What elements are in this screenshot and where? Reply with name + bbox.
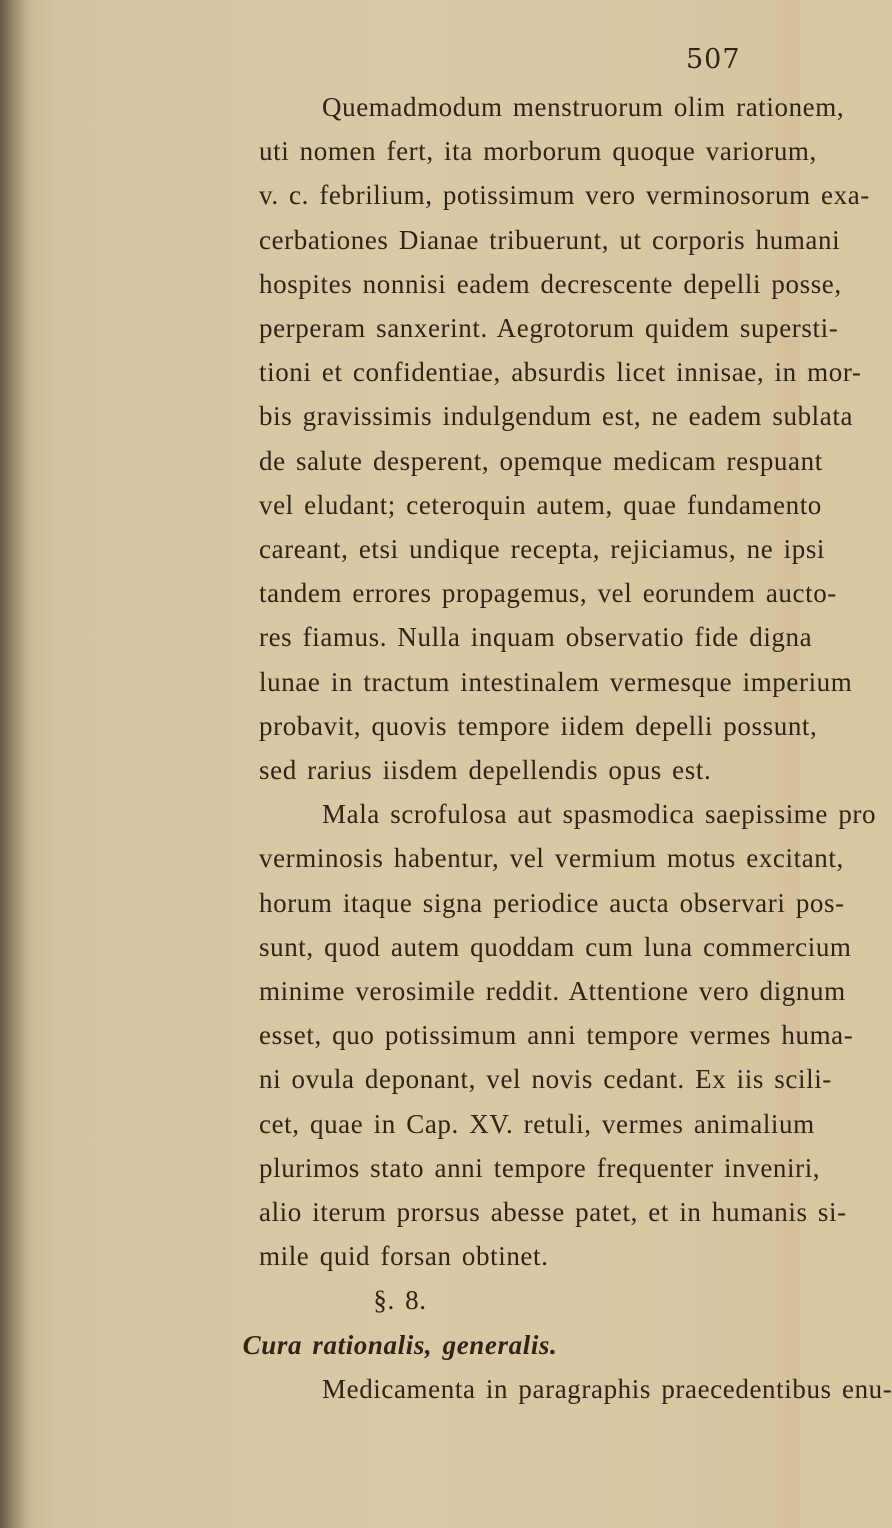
section-title: Cura rationalis, generalis. xyxy=(242,1329,558,1360)
text-line: Quemadmodum menstruorum olim rationem, xyxy=(322,92,845,122)
text-line: verminosis habentur, vel vermium motus excitant, xyxy=(259,843,844,874)
text-line: esset, quo potissimum anni tempore vermes huma- xyxy=(259,1020,854,1051)
text-line: horum itaque signa periodice aucta observari pos- xyxy=(259,887,845,918)
text-line: sunt, quod autem quoddam cum luna commercium xyxy=(259,931,852,962)
text-line: tandem errores propagemus, vel eorundem aucto- xyxy=(259,578,837,609)
page-number: 507 xyxy=(686,44,741,75)
text-line: de salute desperent, opemque medicam respuant xyxy=(259,445,823,476)
text-line: sed rarius iisdem depellendis opus est. xyxy=(259,755,712,785)
section-marker: §. 8. xyxy=(373,1285,427,1316)
text-line: cet, quae in Cap. XV. retuli, vermes animalium xyxy=(259,1108,815,1139)
text-line: tioni et confidentiae, absurdis licet innisae, in mor- xyxy=(259,357,862,388)
text-line: res fiamus. Nulla inquam observatio fide digna xyxy=(259,622,813,653)
text-line: perperam sanxerint. Aegrotorum quidem supersti- xyxy=(259,313,839,343)
text-line: Medicamenta in paragraphis praecedentibus enu- xyxy=(322,1373,892,1404)
text-line: plurimos stato anni tempore frequenter inveniri, xyxy=(259,1152,821,1183)
text-line: vel eludant; ceteroquin autem, quae fundamento xyxy=(259,489,822,520)
text-line: cerbationes Dianae tribuerunt, ut corporis humani xyxy=(259,224,841,255)
text-line: mile quid forsan obtinet. xyxy=(259,1241,549,1272)
text-line: lunae in tractum intestinalem vermesque imperium xyxy=(259,666,853,697)
text-line: uti nomen fert, ita morborum quoque variorum, xyxy=(259,136,817,167)
text-line: Mala scrofulosa aut spasmodica saepissime pro xyxy=(322,799,877,830)
text-line: ni ovula deponant, vel novis cedant. Ex iis scili- xyxy=(259,1064,832,1095)
text-line: bis gravissimis indulgendum est, ne eadem sublata xyxy=(259,401,854,432)
text-line: v. c. febrilium, potissimum vero verminosorum exa- xyxy=(259,180,870,211)
text-line: careant, etsi undique recepta, rejiciamus, ne ipsi xyxy=(259,534,826,564)
text-line: hospites nonnisi eadem decrescente depelli posse, xyxy=(259,268,842,299)
text-line: minime verosimile reddit. Attentione vero dignum xyxy=(259,976,846,1006)
text-line: probavit, quovis tempore iidem depelli possunt, xyxy=(259,710,818,741)
text-line: alio iterum prorsus abesse patet, et in humanis si- xyxy=(259,1197,847,1227)
